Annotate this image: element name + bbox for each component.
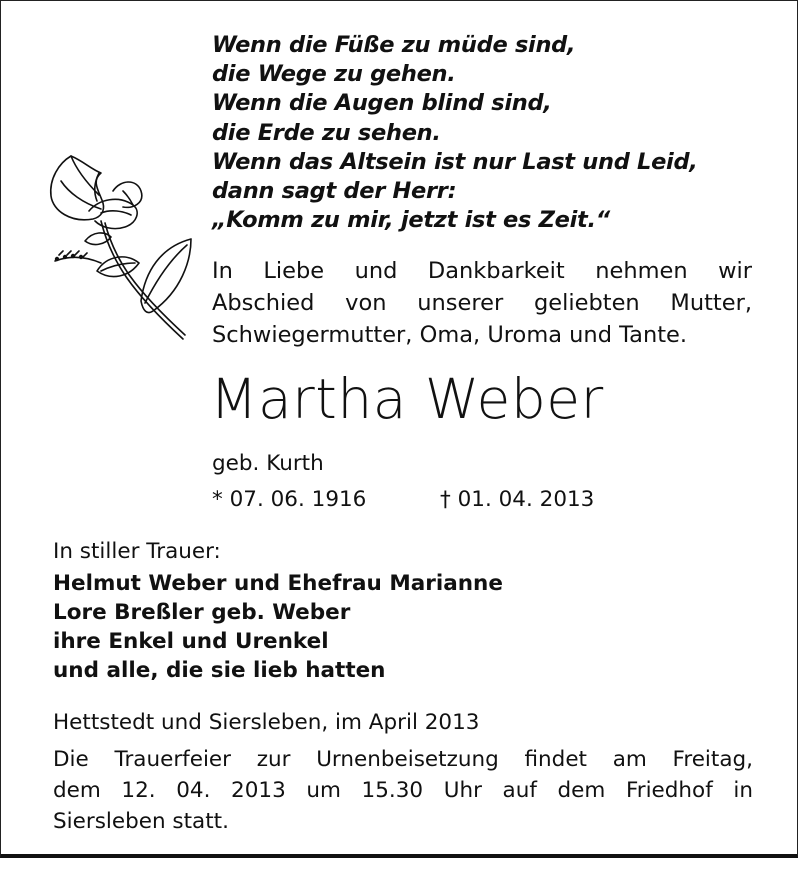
mourner-name: ihre Enkel und Urenkel [53, 629, 329, 654]
funeral-notice [53, 744, 753, 837]
death-date: † 01. 04. 2013 [440, 487, 595, 512]
place-date: Hettstedt und Siersleben, im April 2013 [53, 710, 480, 735]
deceased-name: Martha Weber [210, 367, 604, 431]
mourner-name: Helmut Weber und Ehefrau Marianne [53, 571, 503, 596]
birth-name: geb. Kurth [212, 451, 324, 476]
funeral-line: dem 12. 04. 2013 um 15.30 Uhr auf dem Friedhof in [53, 778, 753, 803]
funeral-line: Siersleben statt. [53, 809, 229, 834]
life-dates [212, 485, 595, 515]
poem-line: Wenn die Füße zu müde sind, [212, 32, 576, 58]
mourner-name: Lore Breßler geb. Weber [53, 600, 351, 625]
intro-line: In Liebe und Dankbarkeit nehmen wir [212, 258, 752, 284]
funeral-line: Die Trauerfeier zur Urnenbeisetzung findet am Freitag, [53, 747, 753, 772]
birth-date: * 07. 06. 1916 [212, 487, 367, 512]
mourners-list [53, 569, 503, 685]
poem-line: Wenn das Altsein ist nur Last und Leid, [212, 148, 698, 175]
poem-line: die Wege zu gehen. [212, 61, 456, 88]
intro-line: Abschied von unserer geliebten Mutter, [212, 290, 752, 316]
intro-text [212, 255, 752, 351]
poem-line: Wenn die Augen blind sind, [212, 90, 552, 117]
poem [212, 31, 698, 235]
mourners-label: In stiller Trauer: [53, 539, 221, 564]
poem-line: „Komm zu mir, jetzt ist es Zeit.“ [212, 207, 610, 234]
calla-lily-icon [41, 151, 201, 351]
intro-line: Schwiegermutter, Oma, Uroma und Tante. [212, 322, 688, 348]
poem-line: die Erde zu sehen. [212, 119, 441, 146]
mourner-name: und alle, die sie lieb hatten [53, 658, 386, 683]
poem-line: dann sagt der Herr: [212, 178, 457, 205]
